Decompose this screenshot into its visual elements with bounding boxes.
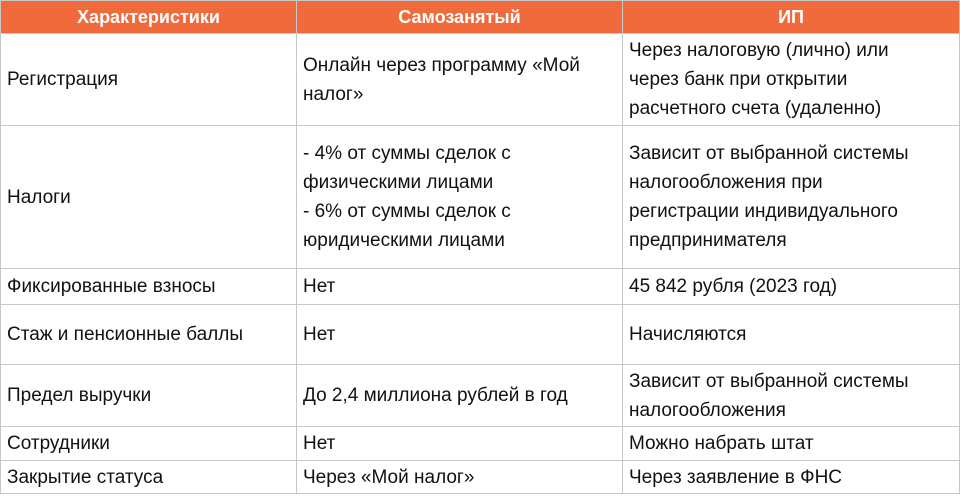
header-ip: ИП <box>623 1 960 34</box>
ip-cell: 45 842 рубля (2023 год) <box>623 269 960 305</box>
self-employed-cell: - 4% от суммы сделок с физическими лицами - 6% от суммы сделок с юридическими лицами <box>297 126 623 269</box>
table-row <box>1 427 960 461</box>
row-label: Закрытие статуса <box>1 461 297 494</box>
table-row <box>1 461 960 494</box>
self-employed-cell: До 2,4 миллиона рублей в год <box>297 365 623 427</box>
table-row <box>1 365 960 427</box>
ip-cell: Начисляются <box>623 305 960 365</box>
row-label: Фиксированные взносы <box>1 269 297 305</box>
header-row <box>1 1 960 34</box>
self-employed-cell: Нет <box>297 305 623 365</box>
self-employed-cell: Нет <box>297 427 623 461</box>
ip-cell: Можно набрать штат <box>623 427 960 461</box>
self-employed-cell: Онлайн через программу «Мой налог» <box>297 34 623 126</box>
ip-cell: Через заявление в ФНС <box>623 461 960 494</box>
row-label: Сотрудники <box>1 427 297 461</box>
table-row <box>1 305 960 365</box>
ip-cell: Зависит от выбранной системы налогообложения при регистрации индивидуального предпринимателя <box>623 126 960 269</box>
header-self-employed: Самозанятый <box>297 1 623 34</box>
table-row <box>1 126 960 269</box>
table-row <box>1 34 960 126</box>
row-label: Стаж и пенсионные баллы <box>1 305 297 365</box>
table-header <box>1 1 960 34</box>
self-employed-cell: Нет <box>297 269 623 305</box>
ip-cell: Зависит от выбранной системы налогообложения <box>623 365 960 427</box>
row-label: Предел выручки <box>1 365 297 427</box>
ip-cell: Через налоговую (лично) или через банк при открытии расчетного счета (удаленно) <box>623 34 960 126</box>
header-characteristics: Характеристики <box>1 1 297 34</box>
table-body <box>1 34 960 494</box>
row-label: Налоги <box>1 126 297 269</box>
self-employed-cell: Через «Мой налог» <box>297 461 623 494</box>
table-row <box>1 269 960 305</box>
row-label: Регистрация <box>1 34 297 126</box>
